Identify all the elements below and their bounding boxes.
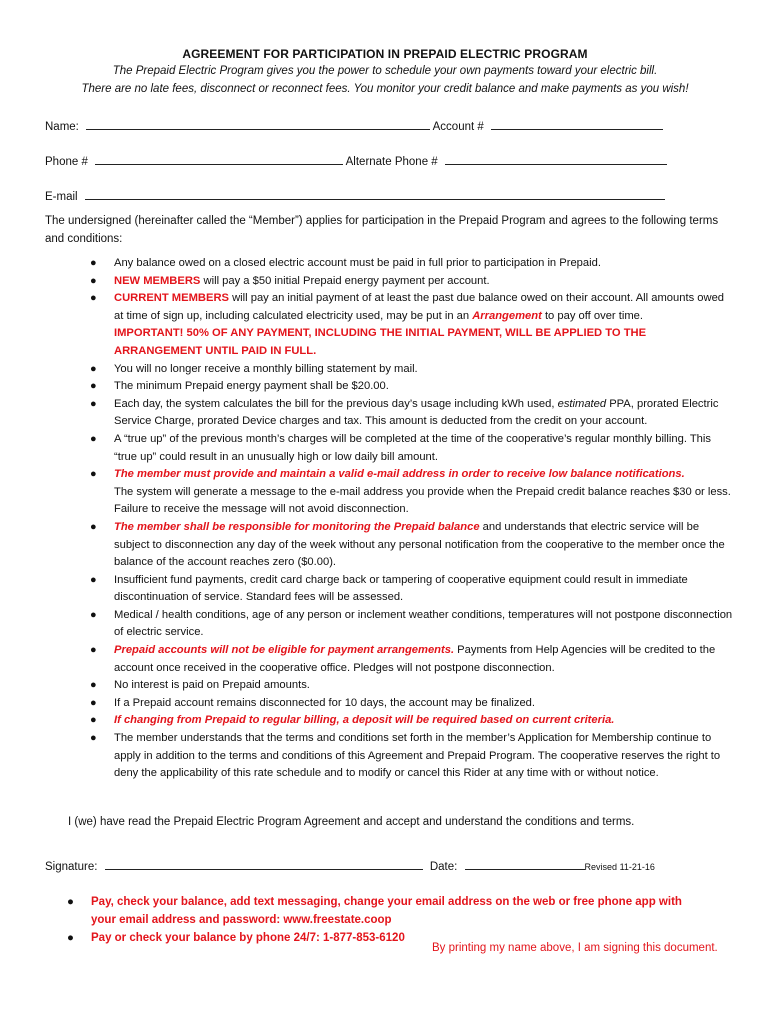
bullet-icon: ● — [90, 644, 97, 657]
term-item: ● The member must provide and maintain a valid e-mail address in order to receive low balance notifications. The system will generate a message to the e-mail address you provide when the Prepaid credit balance reaches $30 or less. Failure to receive the message will not avoid disconnection. — [90, 468, 731, 516]
payment-info-item: ● Pay, check your balance, add text messaging, change your email address on the web or free phone app with your email address and password: www.freestate.coop — [45, 893, 685, 929]
signature-field[interactable] — [105, 858, 423, 870]
term-item: ● Prepaid accounts will not be eligible for payment arrangements. Payments from Help Agencies will be credited to the account once received in the cooperative office. Pledges will not postpone disconnection. — [90, 644, 716, 674]
bullet-icon: ● — [90, 468, 97, 481]
bullet-icon: ● — [90, 292, 97, 305]
term-item: ● Each day, the system calculates the bill for the previous day’s usage including kWh used, estimated PPA, prorated Electric Service Charge, prorated Device charges and tax. This amount is deducted from the credit on your account. — [90, 397, 719, 428]
bullet-icon: ● — [90, 397, 97, 410]
term-item: ● The minimum Prepaid energy payment shall be $20.00. — [45, 378, 735, 396]
term-item: ● Any balance owed on a closed electric account must be paid in full prior to participation in Prepaid. — [45, 255, 735, 273]
bullet-icon: ● — [90, 362, 97, 375]
bullet-icon: ● — [90, 608, 97, 621]
phone-field[interactable] — [95, 153, 343, 165]
term-item: ● Medical / health conditions, age of any person or inclement weather conditions, temperatures will not postpone disconnection of electric service. — [90, 608, 733, 639]
term-item: ● If changing from Prepaid to regular billing, a deposit will be required based on current criteria. — [45, 712, 735, 730]
term-item: ● You will no longer receive a monthly billing statement by mail. — [45, 361, 735, 379]
term-item: ● The member understands that the terms and conditions set forth in the member’s Application for Membership continue to apply in addition to the terms and conditions of this Agreement and Prepaid Program. The cooperative reserves the right to deny the applicability of this rate schedule and to modify or cancel this Rider at any time with or without notice. — [90, 732, 721, 780]
payment-info-item: ● Pay or check your balance by phone 24/7: 1-877-853-6120 — [45, 929, 685, 947]
important-note: IMPORTANT! 50% OF ANY PAYMENT, INCLUDING THE INITIAL PAYMENT, WILL BE APPLIED TO THE ARRANGEMENT UNTIL PAID IN FULL. — [114, 327, 647, 357]
payment-info-list — [45, 893, 685, 947]
intro-line-1: The Prepaid Electric Program gives you the power to schedule your own payments toward your electric bill. — [112, 65, 658, 77]
date-field[interactable] — [465, 858, 585, 870]
term-item: ● If a Prepaid account remains disconnected for 10 days, the account may be finalized. — [45, 695, 735, 713]
term-item: ● The member shall be responsible for monitoring the Prepaid balance and understands that electric service will be subject to disconnection any day of the week without any personal notification from the cooperative to the member once the balance of the account reaches zero ($0.00). — [90, 520, 725, 569]
term-item: ● Insufficient fund payments, credit card charge back or tampering of cooperative equipment could result in immediate discontinuation of service. Standard fees will be assessed. — [90, 573, 688, 604]
alt-phone-label: Alternate Phone # — [345, 156, 438, 168]
account-field[interactable] — [491, 118, 663, 130]
term-item: ● No interest is paid on Prepaid amounts. — [45, 677, 735, 695]
signing-note: By printing my name above, I am signing this document. — [432, 942, 718, 954]
terms-list — [45, 255, 735, 783]
bullet-icon: ● — [90, 573, 97, 586]
bullet-icon: ● — [90, 380, 97, 393]
preamble: The undersigned (hereinafter called the “Member”) applies for participation in the Prepaid Program and agrees to the following terms and conditions: — [45, 215, 719, 245]
date-label: Date: — [429, 861, 458, 873]
name-label: Name: — [45, 121, 79, 133]
email-label: E-mail — [45, 191, 78, 203]
term-item: ● A “true up” of the previous month’s charges will be completed at the time of the cooperative’s regular monthly billing. This “true up” could result in an unusually high or low daily bill amount. — [90, 432, 711, 463]
bullet-icon: ● — [90, 274, 97, 287]
document-title: AGREEMENT FOR PARTICIPATION IN PREPAID ELECTRIC PROGRAM — [182, 47, 588, 61]
bullet-icon: ● — [90, 679, 97, 692]
revision-date: Revised 11-21-16 — [584, 862, 655, 872]
bullet-icon: ● — [90, 696, 97, 709]
email-field[interactable] — [85, 188, 665, 200]
account-label: Account # — [432, 121, 484, 133]
name-account-row — [45, 118, 663, 133]
agreement-statement: I (we) have read the Prepaid Electric Program Agreement and accept and understand the conditions and terms. — [68, 816, 635, 828]
bullet-icon: ● — [90, 520, 97, 533]
bullet-icon: ● — [67, 932, 74, 944]
term-item: ● CURRENT MEMBERS will pay an initial payment of at least the past due balance owed on their account. All amounts owed at time of sign up, including calculated electricity used, may be put in an Arrangement to pay off over time. IMPORTANT! 50% OF ANY PAYMENT, INCLUDING THE INITIAL PAYMENT, WILL BE APPLIED TO THE ARRANGEMENT UNTIL PAID IN FULL. — [90, 292, 725, 357]
term-item: ● NEW MEMBERS will pay a $50 initial Prepaid energy payment per account. — [45, 273, 735, 291]
bullet-icon: ● — [90, 714, 97, 727]
email-row — [45, 188, 665, 203]
alt-phone-field[interactable] — [445, 153, 667, 165]
bullet-icon: ● — [90, 432, 97, 445]
bullet-icon: ● — [90, 732, 97, 745]
phone-row — [45, 153, 667, 168]
signature-label: Signature: — [45, 861, 98, 873]
name-field[interactable] — [86, 118, 430, 130]
bullet-icon: ● — [67, 896, 74, 908]
signature-row — [45, 858, 655, 873]
bullet-icon: ● — [90, 257, 97, 269]
phone-label: Phone # — [45, 156, 88, 168]
intro-line-2: There are no late fees, disconnect or reconnect fees. You monitor your credit balance and make payments as you wish! — [81, 83, 689, 95]
